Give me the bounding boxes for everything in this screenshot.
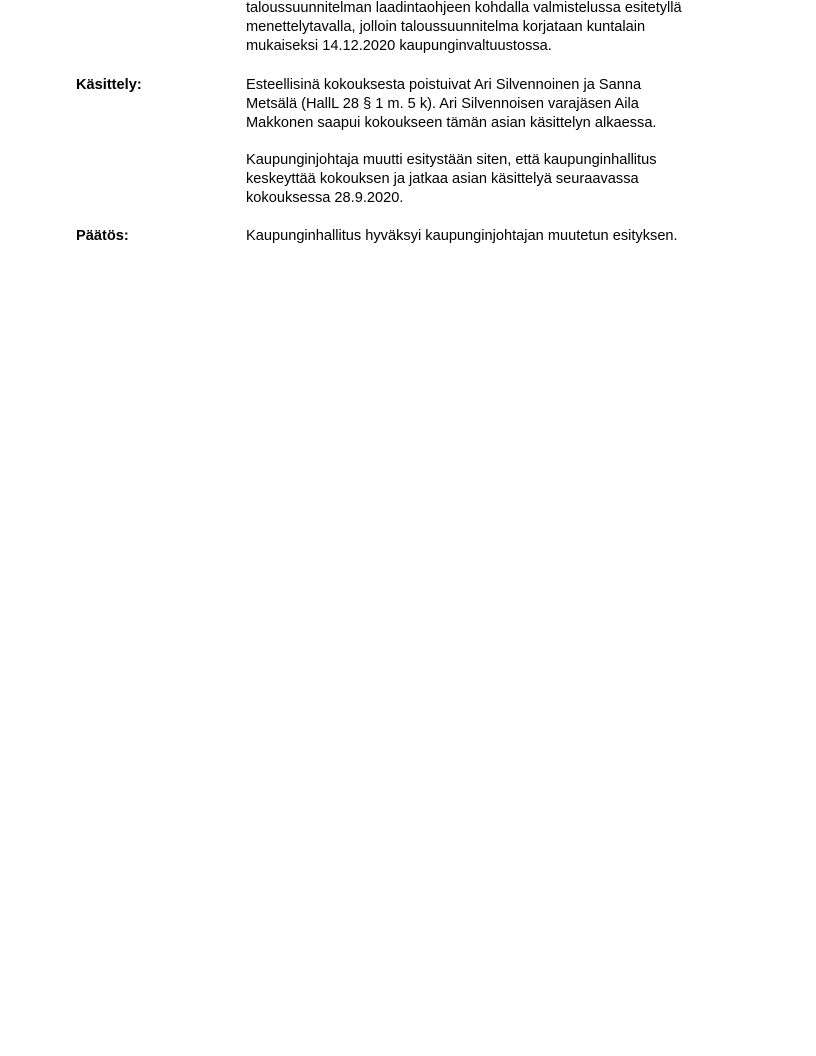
paatos-label: Päätös:	[76, 228, 129, 244]
kasittely-paragraph-1	[246, 76, 746, 133]
paragraph-line: Makkonen saapui kokoukseen tämän asian käsittelyn alkaessa.	[246, 115, 657, 131]
paragraph-line: menettelytavalla, jolloin taloussuunnitelma korjataan kuntalain	[246, 19, 646, 35]
paragraph-line: taloussuunnitelman laadintaohjeen kohdalla valmistelussa esitetyllä	[246, 0, 682, 16]
paragraph-line: Kaupunginhallitus hyväksyi kaupunginjohtajan muutetun esityksen.	[246, 228, 678, 244]
intro-paragraph	[246, 0, 746, 56]
paragraph-line: mukaiseksi 14.12.2020 kaupunginvaltuustossa.	[246, 38, 552, 54]
paragraph-line: Metsälä (HallL 28 § 1 m. 5 k). Ari Silvennoisen varajäsen Aila	[246, 96, 639, 112]
paragraph-line: kokouksessa 28.9.2020.	[246, 190, 404, 206]
paatos-paragraph	[246, 227, 746, 246]
paragraph-line: Esteellisinä kokouksesta poistuivat Ari Silvennoinen ja Sanna	[246, 77, 642, 93]
kasittely-label: Käsittely:	[76, 77, 142, 93]
paragraph-line: keskeyttää kokouksen ja jatkaa asian käsittelyä seuraavassa	[246, 171, 639, 187]
kasittely-paragraph-2	[246, 151, 746, 208]
paragraph-line: Kaupunginjohtaja muutti esitystään siten, että kaupunginhallitus	[246, 152, 657, 168]
